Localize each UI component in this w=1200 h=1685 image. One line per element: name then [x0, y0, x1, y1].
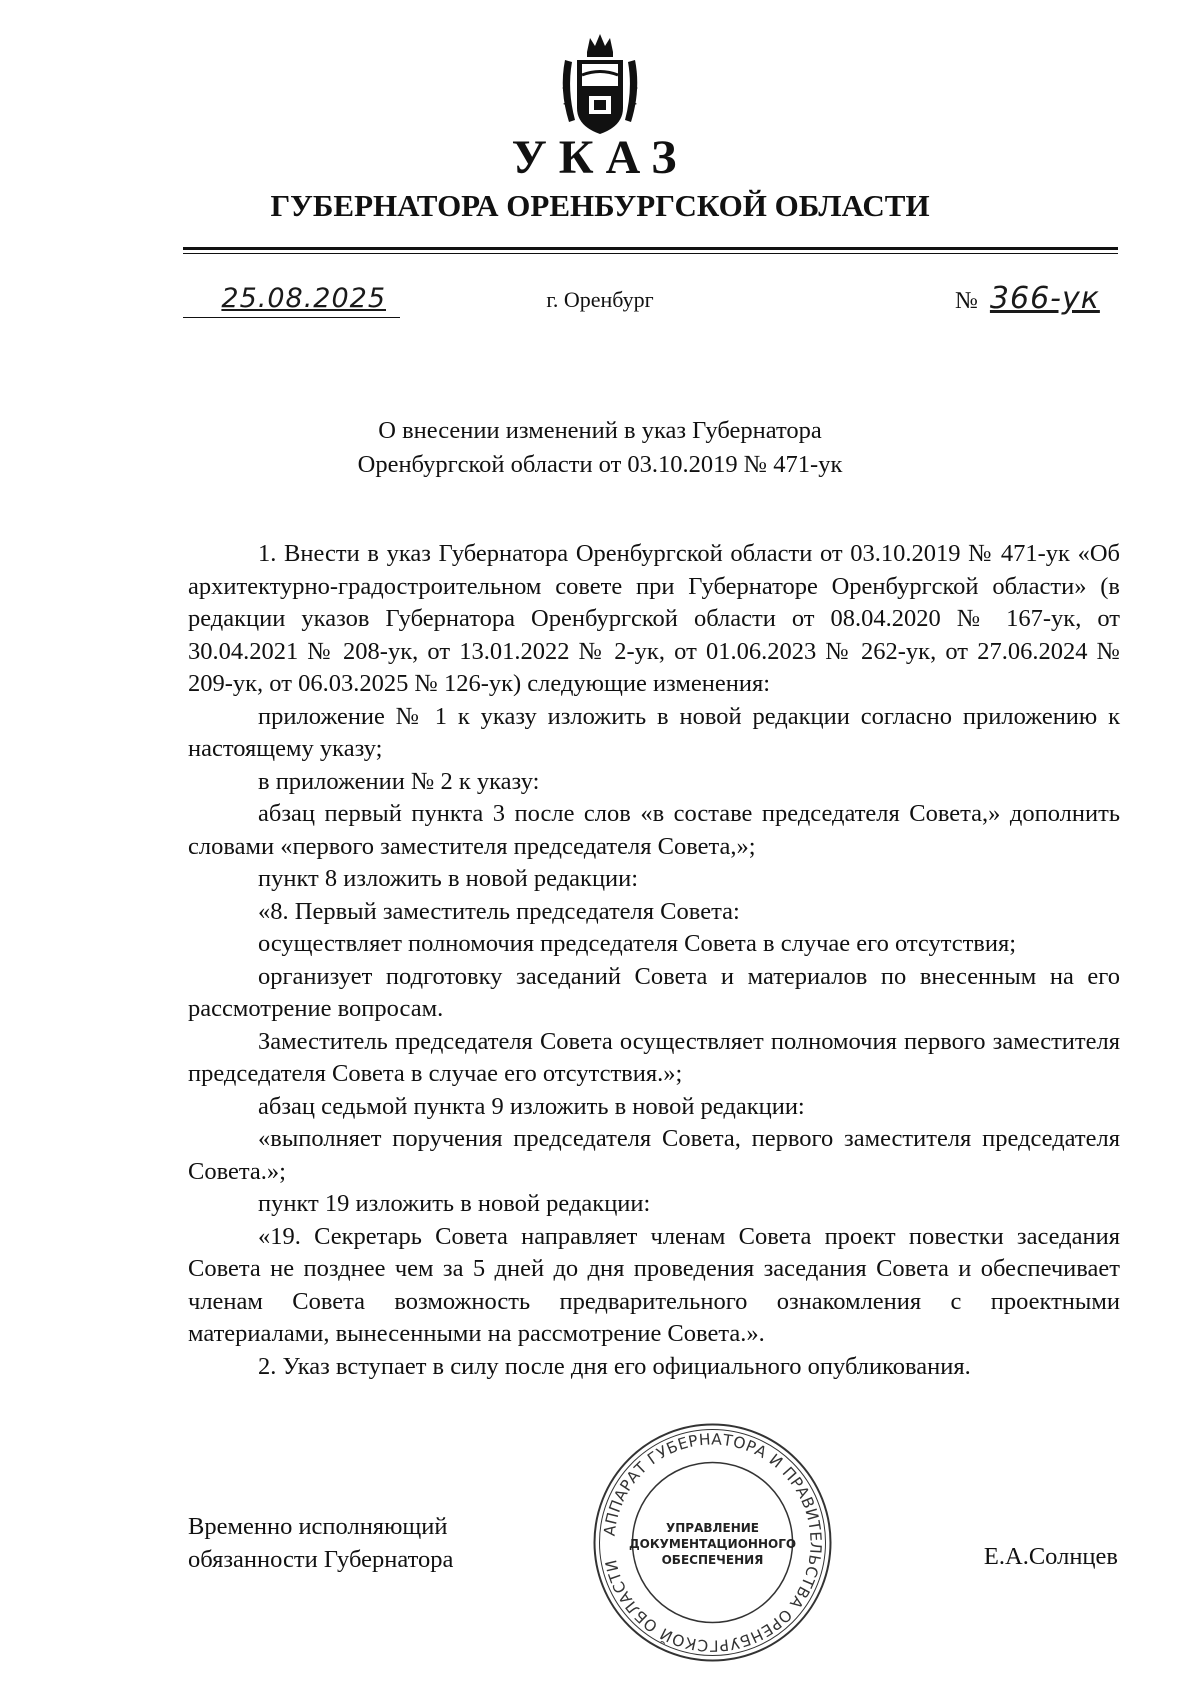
decree-heading: [0, 414, 1200, 482]
city-label: г. Оренбург: [546, 287, 654, 312]
seal-ring-text: АППАРАТ ГУБЕРНАТОРА И ПРАВИТЕЛЬСТВА ОРЕНБУРГСКОЙ ОБЛАСТИ: [600, 1430, 825, 1655]
coat-of-arms-icon: [557, 30, 643, 140]
body-paragraph: абзац седьмой пункта 9 изложить в новой редакции:: [258, 1092, 805, 1120]
body-paragraph: пункт 19 изложить в новой редакции:: [258, 1190, 651, 1217]
issuer-title: ГУБЕРНАТОРА ОРЕНБУРГСКОЙ ОБЛАСТИ: [270, 188, 930, 223]
signatory-title-line: Временно исполняющий: [188, 1513, 448, 1540]
header-divider-thick: [183, 247, 1118, 250]
signatory-name: Е.А.Солнцев: [983, 1543, 1118, 1570]
heading-line: Оренбургской области от 03.10.2019 № 471-ук: [357, 451, 843, 478]
signatory-title-line: обязанности Губернатора: [188, 1546, 454, 1573]
document-type-title: УКАЗ: [511, 131, 689, 184]
header-divider-thin: [183, 253, 1118, 254]
heading-line: О внесении изменений в указ Губернатора: [378, 417, 822, 444]
body-paragraph: в приложении № 2 к указу:: [258, 767, 540, 795]
body-paragraph: организует подготовку заседаний Совета и материалов по внесенным на его рассмотрение вопросам.: [188, 962, 1120, 1022]
body-paragraph: «19. Секретарь Совета направляет членам Совета проект повестки заседания Совета не позднее чем за 5 дней до дня проведения заседания Совета и обеспечивает членам Совета возможность предварительного ознакомления с проектными материалами, вынесенными на рассмотрение Совета.».: [188, 1222, 1120, 1347]
number-sign: №: [955, 288, 978, 314]
signatory-title: [188, 1510, 453, 1576]
seal-center-line: ОБЕСПЕЧЕНИЯ: [661, 1553, 764, 1567]
body-paragraph: осуществляет полномочия председателя Совета в случае его отсутствия;: [258, 930, 1017, 957]
body-paragraph: 1. Внести в указ Губернатора Оренбургской области от 03.10.2019 № 471-ук «Об архитектурно-градостроительном совете при Губернаторе Оренбургской области» (в редакции указов Губернатора Оренбургской области от 08.04.2020 № 167-ук, от 30.04.2021 № 208-ук, от 13.01.2022 № 2-ук, от 01.06.2023 № 262-ук, от 27.06.2024 № 209-ук, от 06.03.2025 № 126-ук) следующие изменения:: [188, 540, 1120, 697]
handwritten-date: 25.08.2025: [221, 283, 386, 314]
body-paragraph: приложение № 1 к указу изложить в новой редакции согласно приложению к настоящему указу;: [188, 702, 1120, 762]
decree-body: [188, 538, 1120, 1383]
handwritten-number: 366-ук: [989, 281, 1100, 316]
body-paragraph: абзац первый пункта 3 после слов «в составе председателя Совета,» дополнить словами «первого заместителя председателя Совета,»;: [188, 800, 1120, 860]
seal-center-line: ДОКУМЕНТАЦИОННОГО: [628, 1537, 797, 1551]
body-paragraph: «выполняет поручения председателя Совета, первого заместителя председателя Совета.»;: [188, 1125, 1120, 1185]
decree-number: [955, 281, 1100, 316]
seal-center-line: УПРАВЛЕНИЕ: [666, 1521, 759, 1535]
body-paragraph: 2. Указ вступает в силу после дня его официального опубликования.: [258, 1352, 971, 1380]
body-paragraph: пункт 8 изложить в новой редакции:: [258, 865, 639, 892]
body-paragraph: Заместитель председателя Совета осуществляет полномочия первого заместителя председателя Совета в случае его отсутствия.»;: [188, 1027, 1120, 1087]
official-seal: [590, 1420, 835, 1665]
body-paragraph: «8. Первый заместитель председателя Совета:: [258, 897, 740, 925]
